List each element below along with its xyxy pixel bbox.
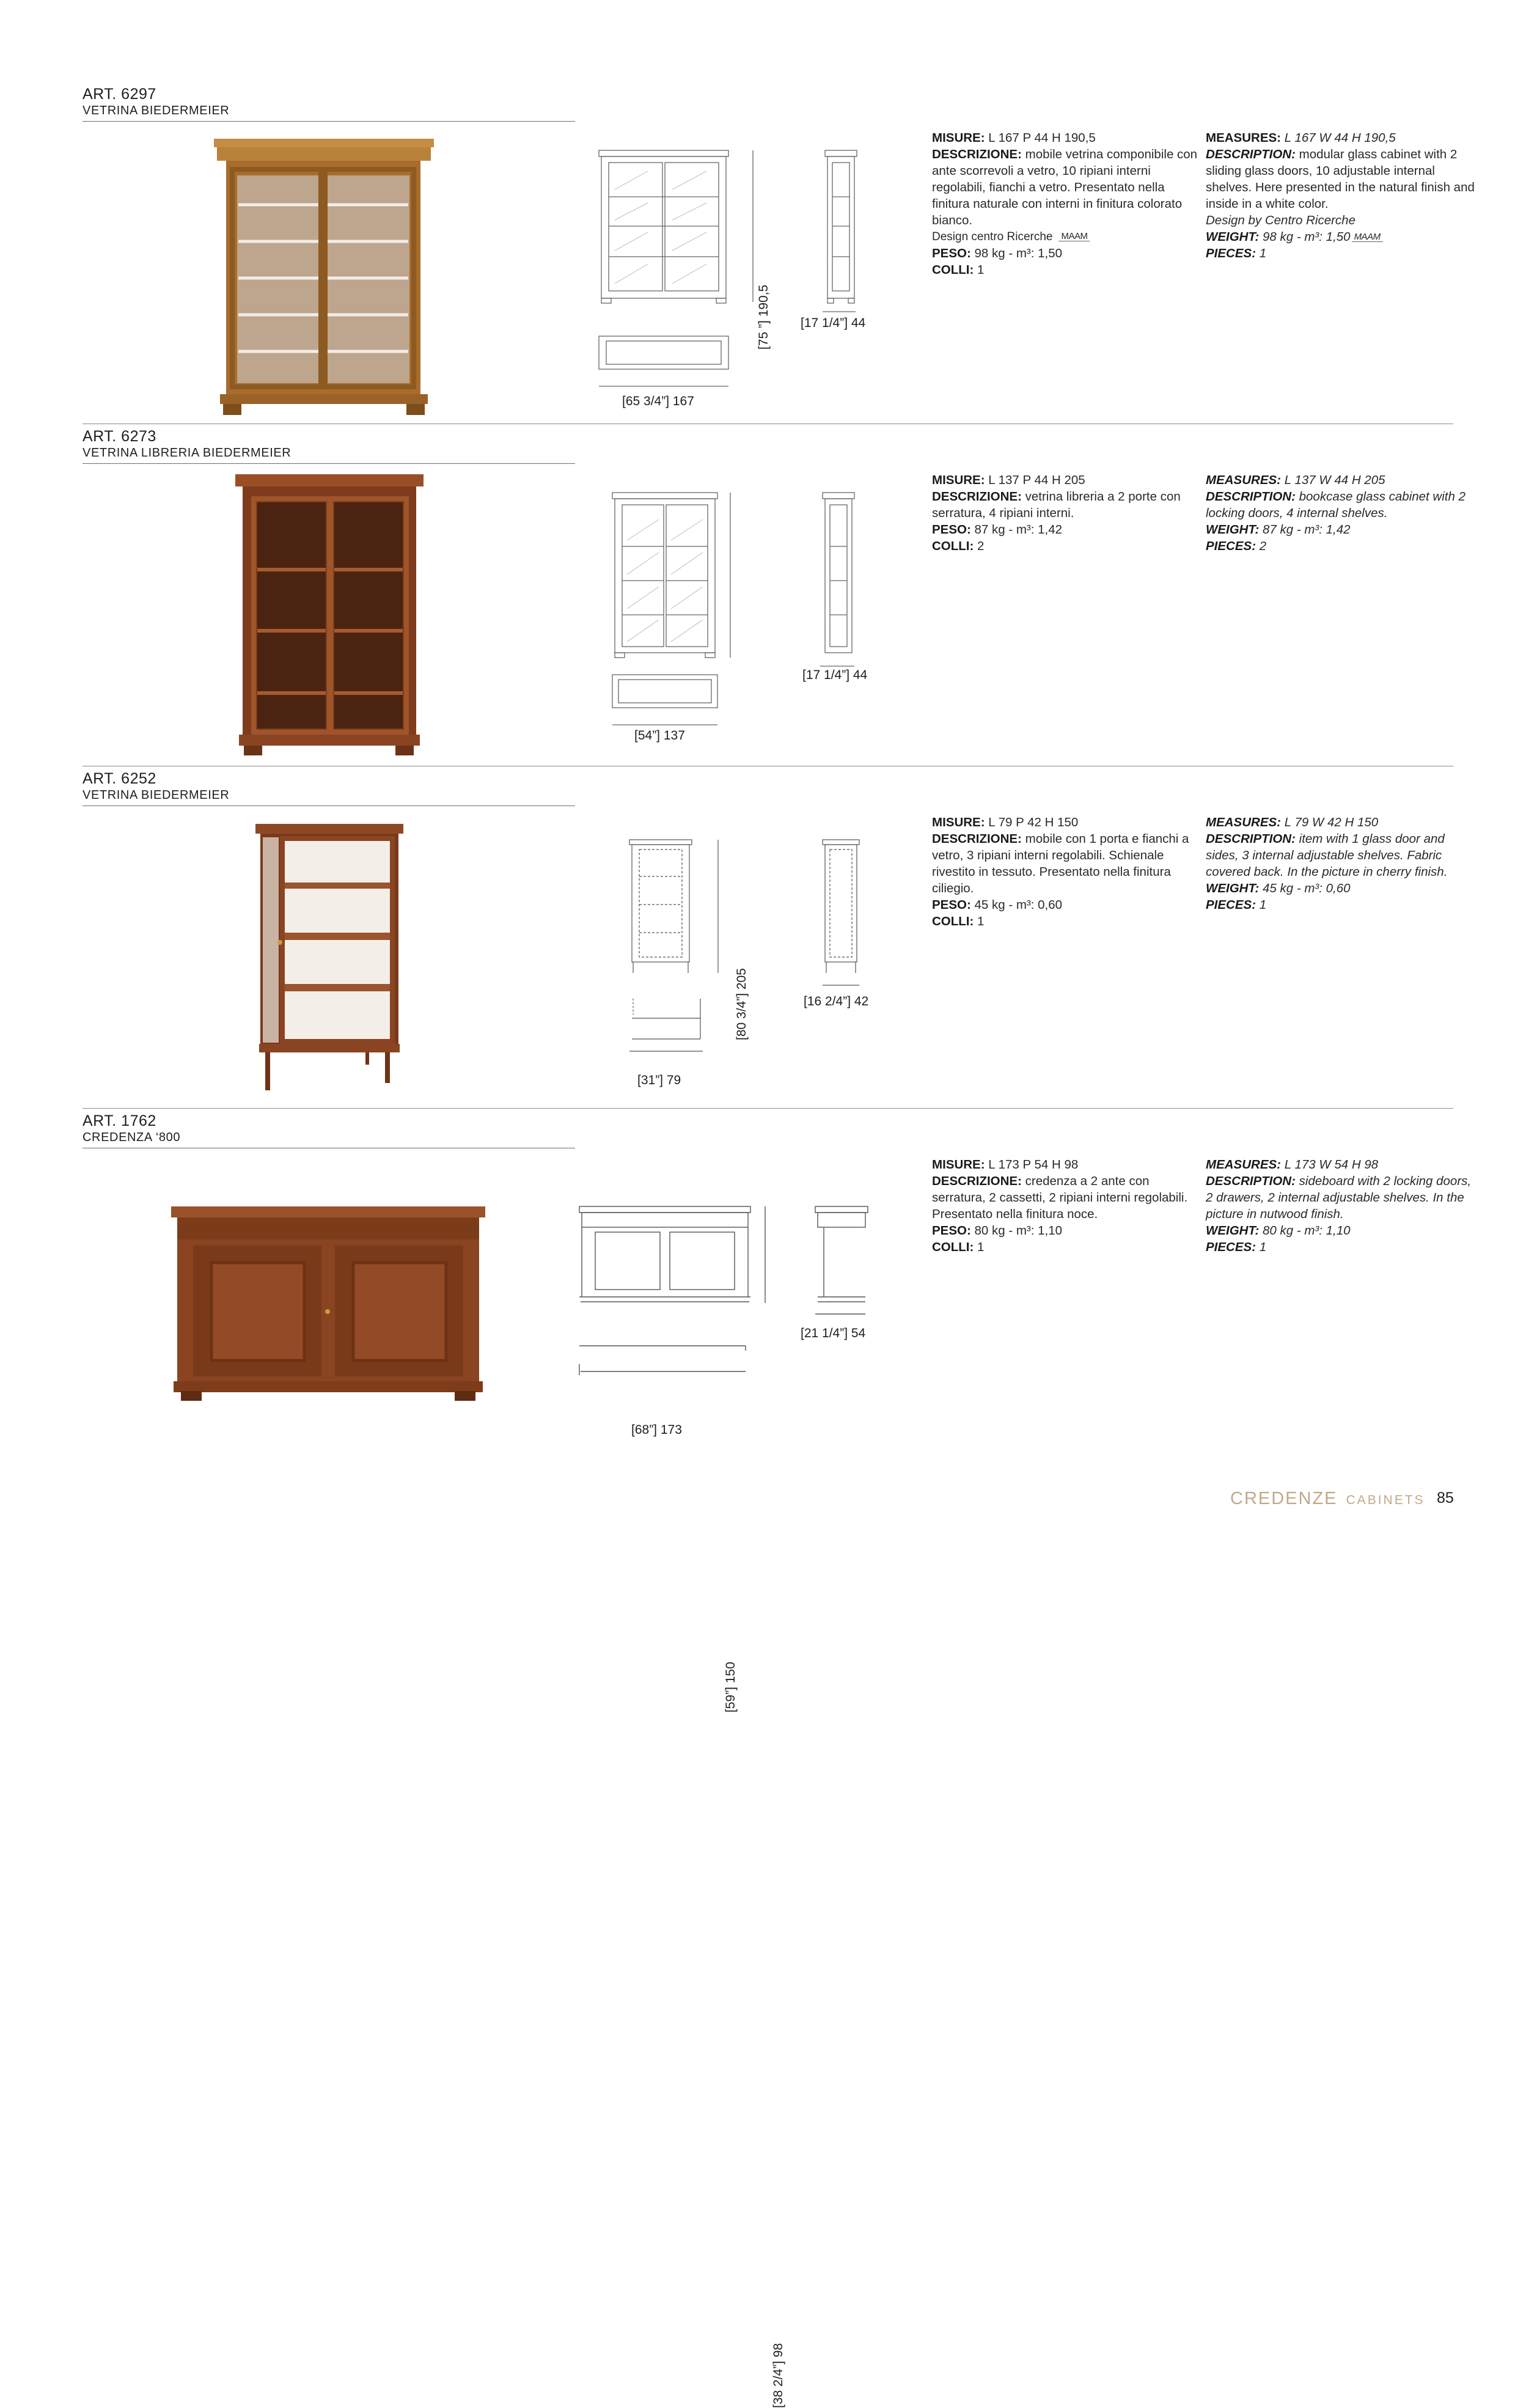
article-number: ART. 1762 [83,1112,156,1129]
product-photo [214,138,434,419]
description-it: MISURE: L 173 P 54 H 98 DESCRIZIONE: credenza a 2 ante con serratura, 2 cassetti, 2 ripiani interni regolabili. Presentato nella finitura noce. PESO: 80 kg - m³: 1,10 COLLI: 1 [932,1158,1188,1254]
title-rule [83,121,575,122]
article-number: ART. 6273 [83,428,156,445]
maam-logo: MAAM [1352,233,1383,242]
product-6297 [0,86,1526,428]
height-dimension: [80 3/4”] 205 [735,968,749,1040]
description-en: MEASURES: L 137 W 44 H 205 DESCRIPTION: bookcase glass cabinet with 2 locking doors, 4 internal shelves. WEIGHT: 87 kg - m³: 1,42 PIECES: 2 [1206,473,1465,553]
technical-drawing [617,837,874,1070]
section-divider [83,1108,1453,1109]
height-dimension: [59”] 150 [724,1662,738,1712]
technical-drawing [605,489,886,746]
page-number: 85 [1437,1489,1454,1507]
depth-dimension: [17 1/4”] 44 [802,668,868,682]
width-dimension: [54”] 137 [634,729,685,743]
product-photo [171,1204,485,1403]
description-it: MISURE: L 167 P 44 H 190,5 DESCRIZIONE: mobile vetrina componibile con ante scorrevoli a vetro, 10 ripiani interni regolabili, fianchi a vetro. Presentato nella finitura naturale con interni in finitura colorato bianco. Design centro Ricerche MAAM PESO: 98 kg - m³: 1,50 COLLI: 1 [932,131,1198,277]
description-it: MISURE: L 79 P 42 H 150 DESCRIZIONE: mobile con 1 porta e fianchi a vetro, 3 ripiani interni regolabili. Schienale rivestito in tessuto. Presentato nella finitura ciliegio. PESO: 45 kg - m³: 0,60 COLLI: 1 [932,815,1189,928]
description-en: MEASURES: L 79 W 42 H 150 DESCRIPTION: item with 1 glass door and sides, 3 internal adjustable shelves. Fabric covered back. In the picture in cherry finish. WEIGHT: 45 kg - m³: 0,60 PIECES: 1 [1206,815,1448,912]
width-dimension: [68”] 173 [631,1423,682,1437]
description-en: MEASURES: L 167 W 44 H 190,5 DESCRIPTION: modular glass cabinet with 2 sliding glass doors, 10 adjustable internal shelves. Here presented in the natural finish and inside in a white color. Design by Centro Ricerche WEIGHT: 98 kg - m³: 1,50 MAAM PIECES: 1 [1206,131,1475,260]
article-name: CREDENZA ‘800 [83,1131,181,1144]
depth-dimension: [17 1/4”] 44 [801,316,866,330]
technical-drawing [587,147,892,403]
article-number: ART. 6252 [83,770,156,787]
height-dimension: [75 ”] 190,5 [757,284,771,350]
product-photo [235,472,425,758]
article-name: VETRINA BIEDERMEIER [83,788,230,802]
product-photo [255,824,403,1090]
technical-drawing [574,1204,880,1387]
description-it: MISURE: L 137 P 44 H 205 DESCRIZIONE: vetrina libreria a 2 porte con serratura, 4 ripiani interni. PESO: 87 kg - m³: 1,42 COLLI: 2 [932,473,1181,553]
article-name: VETRINA LIBRERIA BIEDERMEIER [83,446,292,460]
article-number: ART. 6297 [83,86,156,103]
width-dimension: [65 3/4”] 167 [622,394,694,408]
depth-dimension: [21 1/4”] 54 [801,1326,866,1340]
footer-category: CREDENZE CABINETS [1230,1489,1425,1508]
description-en: MEASURES: L 173 W 54 H 98 DESCRIPTION: sideboard with 2 locking doors, 2 drawers, 2 internal adjustable shelves. In the picture in nutwood finish. WEIGHT: 80 kg - m³: 1,10 PIECES: 1 [1206,1158,1472,1254]
height-dimension: [38 2/4”] 98 [771,2343,785,2408]
article-name: VETRINA BIEDERMEIER [83,104,230,117]
width-dimension: [31”] 79 [637,1073,681,1087]
title-rule [83,463,575,464]
maam-logo: MAAM [1058,232,1090,241]
depth-dimension: [16 2/4”] 42 [804,994,869,1008]
